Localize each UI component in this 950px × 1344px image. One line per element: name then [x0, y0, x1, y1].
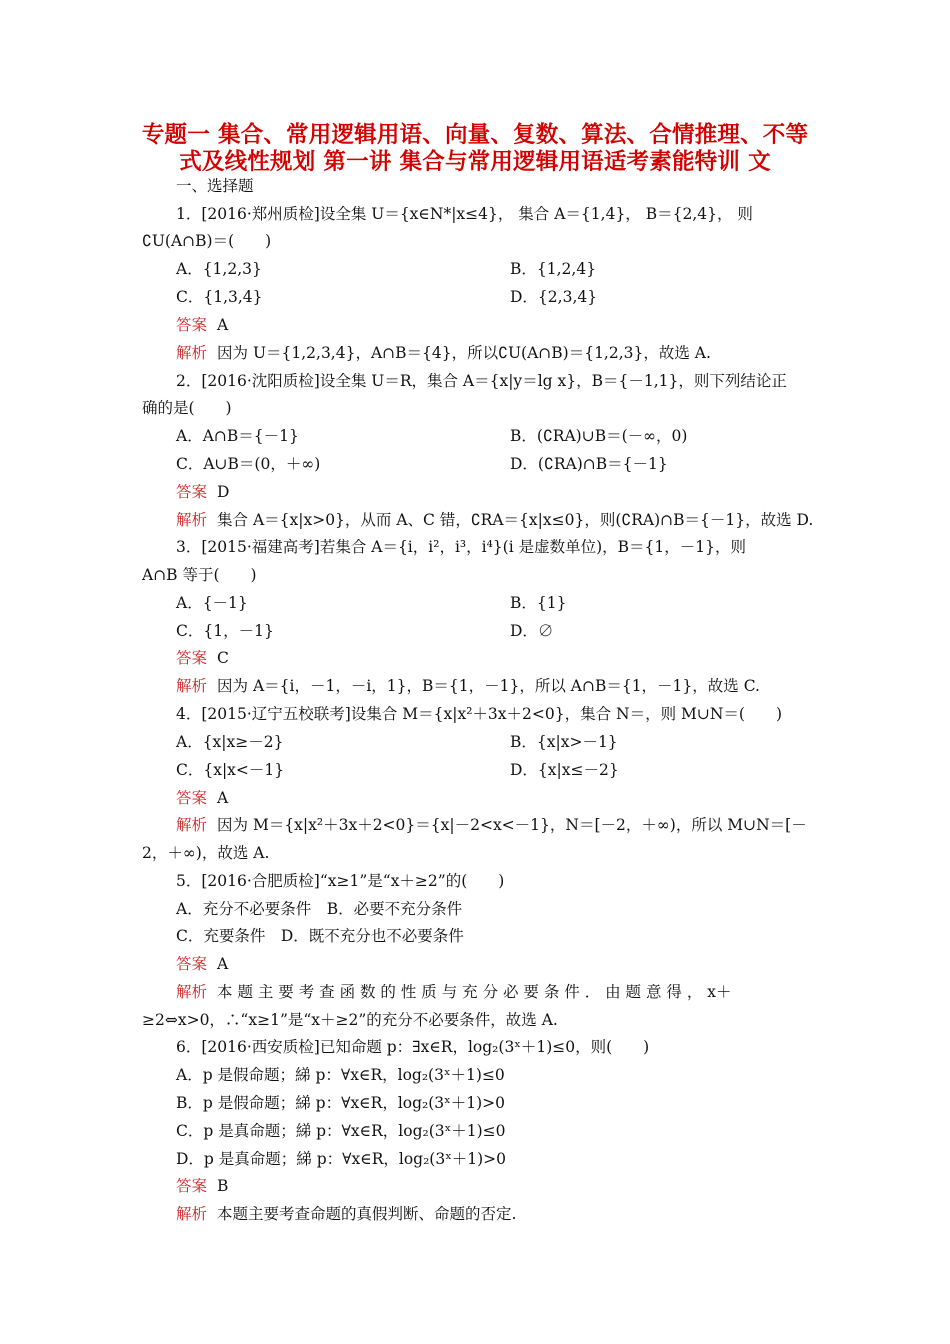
- q2-option-a: A．A∩B＝{－1}: [176, 427, 299, 445]
- q1-option-a: A．{1,2,3}: [176, 260, 262, 278]
- q5-analysis: [176, 982, 732, 1002]
- q6-analysis-text: 本题主要考查命题的真假判断、命题的否定.: [217, 1205, 517, 1223]
- answer-label: 答案: [176, 483, 208, 501]
- q4-analysis-text: 因为 M＝{x|x²＋3x＋2<0}＝{x|－2<x<－1}，N＝[－2，＋∞)，所以 M∪N＝[－: [217, 816, 807, 834]
- q2-option-b: B．(∁RA)∪B＝(－∞，0): [510, 427, 688, 445]
- answer-label: 答案: [176, 789, 208, 807]
- title-line-2: 式及线性规划 第一讲 集合与常用逻辑用语适考素能特训 文: [179, 149, 771, 175]
- q4-stem: 4．[2015·辽宁五校联考]设集合 M＝{x|x²＋3x＋2<0}，集合 N＝，则 M∪N＝( ): [176, 705, 783, 723]
- q1-answer: [176, 315, 228, 335]
- q4-analysis: [176, 815, 807, 835]
- page-title: [110, 122, 840, 176]
- answer-label: 答案: [176, 955, 208, 973]
- q3-option-a: A．{－1}: [176, 594, 248, 612]
- q1-stem: 1．[2016·郑州质检]设全集 U＝{x∈N*|x≤4}， 集合 A＝{1,4}， B＝{2,4}， 则: [176, 205, 753, 223]
- q3-answer: [176, 648, 229, 668]
- q2-answer-value: D: [217, 483, 230, 501]
- q5-answer-value: A: [217, 955, 229, 973]
- q2-answer: [176, 482, 229, 502]
- q1-option-b: B．{1,2,4}: [510, 260, 597, 278]
- q1-stem-cont: ∁U(A∩B)＝( ): [142, 232, 272, 250]
- q2-option-d: D．(∁RA)∩B＝{－1}: [510, 455, 668, 473]
- q1-option-c: C．{1,3,4}: [176, 288, 263, 306]
- q3-option-d: D．∅: [510, 622, 554, 640]
- q6-answer-value: B: [217, 1177, 229, 1195]
- title-line-1: 专题一 集合、常用逻辑用语、向量、复数、算法、合情推理、不等: [141, 122, 809, 148]
- q4-answer: [176, 788, 228, 808]
- q3-answer-value: C: [217, 649, 229, 667]
- answer-label: 答案: [176, 649, 208, 667]
- analysis-label: 解析: [176, 816, 208, 834]
- answer-label: 答案: [176, 1177, 208, 1195]
- q3-option-b: B．{1}: [510, 594, 567, 612]
- q6-analysis: [176, 1204, 516, 1224]
- q2-analysis: [176, 510, 813, 530]
- q5-options-ab: A．充分不必要条件 B．必要不充分条件: [176, 900, 463, 918]
- q6-option-a: A．p 是假命题；綈 p：∀x∈R，log₂(3ˣ＋1)≤0: [176, 1066, 505, 1084]
- q5-options-cd: C．充要条件 D．既不充分也不必要条件: [176, 927, 464, 945]
- analysis-label: 解析: [176, 677, 208, 695]
- q2-analysis-text: 集合 A＝{x|x>0}，从而 A、C 错，∁RA＝{x|x≤0}，则(∁RA)∩B＝{－1}，故选 D.: [217, 511, 814, 529]
- q2-stem-cont: 确的是( ): [142, 399, 232, 417]
- q2-option-c: C．A∪B＝(0，＋∞): [176, 455, 321, 473]
- q1-analysis-text: 因为 U＝{1,2,3,4}，A∩B＝{4}，所以∁U(A∩B)＝{1,2,3}，故选 A.: [217, 344, 711, 362]
- q1-option-d: D．{2,3,4}: [510, 288, 598, 306]
- q6-option-c: C．p 是真命题；綈 p：∀x∈R，log₂(3ˣ＋1)≤0: [176, 1122, 506, 1140]
- q3-analysis-text: 因为 A＝{i，－1，－i，1}，B＝{1，－1}，所以 A∩B＝{1，－1}，故选 C.: [217, 677, 760, 695]
- q1-answer-value: A: [217, 316, 229, 334]
- analysis-label: 解析: [176, 511, 208, 529]
- q4-analysis-cont: 2，＋∞)，故选 A.: [142, 844, 270, 862]
- q5-answer: [176, 954, 228, 974]
- q3-option-c: C．{1，－1}: [176, 622, 274, 640]
- q4-answer-value: A: [217, 789, 229, 807]
- analysis-label: 解析: [176, 983, 208, 1001]
- q5-analysis-cont: ≥2⇔x>0，∴“x≥1”是“x＋≥2”的充分不必要条件，故选 A.: [142, 1011, 558, 1029]
- q3-stem: 3．[2015·福建高考]若集合 A＝{i，i²，i³，i⁴}(i 是虚数单位)，B＝{1，－1}，则: [176, 538, 746, 556]
- q1-analysis: [176, 343, 711, 363]
- analysis-label: 解析: [176, 1205, 208, 1223]
- q4-option-b: B．{x|x>－1}: [510, 733, 618, 751]
- q5-stem: 5．[2016·合肥质检]“x≥1”是“x＋≥2”的( ): [176, 872, 505, 890]
- q5-analysis-text: 本 题 主 要 考 查 函 数 的 性 质 与 充 分 必 要 条 件 ． 由 题 意 得 ， x＋: [217, 983, 732, 1001]
- q3-analysis: [176, 676, 760, 696]
- q6-option-d: D．p 是真命题；綈 p：∀x∈R，log₂(3ˣ＋1)>0: [176, 1150, 507, 1168]
- q6-option-b: B．p 是假命题；綈 p：∀x∈R，log₂(3ˣ＋1)>0: [176, 1094, 505, 1112]
- q4-option-c: C．{x|x<－1}: [176, 761, 285, 779]
- section-heading: 一、选择题: [176, 177, 254, 195]
- q4-option-a: A．{x|x≥－2}: [176, 733, 284, 751]
- q4-option-d: D．{x|x≤－2}: [510, 761, 619, 779]
- analysis-label: 解析: [176, 344, 208, 362]
- q3-stem-cont: A∩B 等于( ): [142, 566, 257, 584]
- q6-stem: 6．[2016·西安质检]已知命题 p：∃x∈R，log₂(3ˣ＋1)≤0，则( ): [176, 1038, 650, 1056]
- q6-answer: [176, 1176, 228, 1196]
- q2-stem: 2．[2016·沈阳质检]设全集 U＝R，集合 A＝{x|y＝lg x}，B＝{－1,1}，则下列结论正: [176, 372, 787, 390]
- answer-label: 答案: [176, 316, 208, 334]
